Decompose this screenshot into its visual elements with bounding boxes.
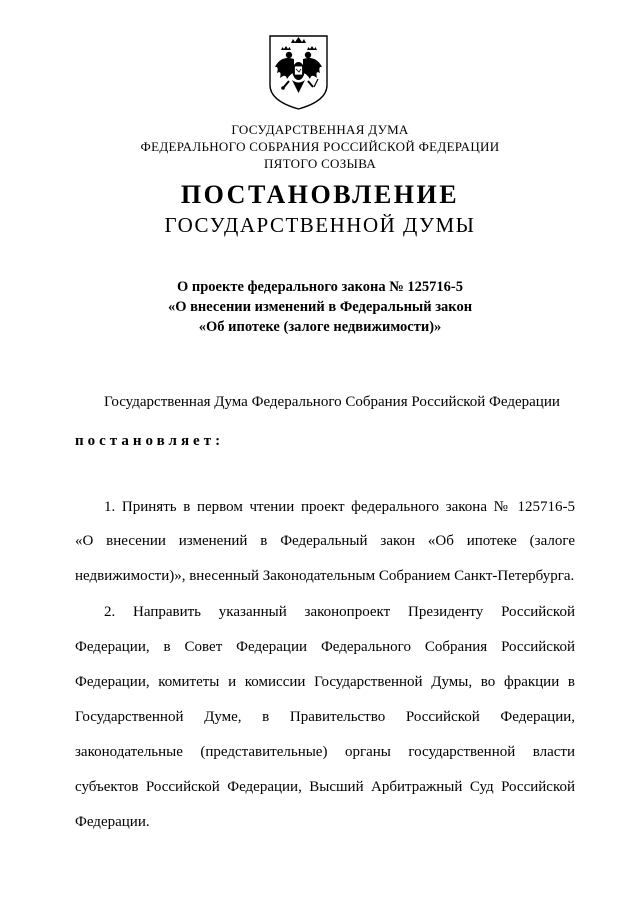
russian-coat-of-arms-icon bbox=[267, 33, 330, 111]
document-subtitle: ГОСУДАРСТВЕННОЙ ДУМЫ bbox=[164, 213, 476, 237]
paragraph-1-line-2: «О внесении изменений в Федеральный закон «Об ипотеке (залоге bbox=[75, 533, 575, 549]
paragraph-2-line-7: Федерации. bbox=[75, 814, 150, 830]
paragraph-2-line-1: 2. Направить указанный законопроект Президенту Российской bbox=[104, 604, 575, 620]
paragraph-2-line-3: Федерации, комитеты и комиссии Государственной Думы, во фракции в bbox=[75, 674, 575, 690]
header-line-convocation: ПЯТОГО СОЗЫВА bbox=[263, 156, 377, 171]
header-line-duma: ГОСУДАРСТВЕННАЯ ДУМА bbox=[231, 122, 409, 137]
header-line-assembly: ФЕДЕРАЛЬНОГО СОБРАНИЯ РОССИЙСКОЙ ФЕДЕРАЦИИ bbox=[140, 139, 500, 154]
paragraph-2-line-4: Государственной Думе, в Правительство Российской Федерации, bbox=[75, 709, 575, 725]
intro-text: Государственная Дума Федерального Собрания Российской Федерации bbox=[104, 394, 560, 410]
paragraph-2-line-2: Федерации, в Совет Федерации Федерального Собрания Российской bbox=[75, 639, 575, 655]
paragraph-1-line-3: недвижимости)», внесенный Законодательным Собранием Санкт-Петербурга. bbox=[75, 568, 575, 584]
paragraph-2-line-6: субъектов Российской Федерации, Высший Арбитражный Суд Российской bbox=[75, 779, 575, 795]
decree-word: постановляет: bbox=[75, 433, 225, 449]
paragraph-2-line-5: законодательные (представительные) органы государственной власти bbox=[75, 744, 575, 760]
subject-line-2: «О внесении изменений в Федеральный закон bbox=[167, 299, 473, 315]
paragraph-1-line-1: 1. Принять в первом чтении проект федерального закона № 125716-5 bbox=[104, 499, 575, 515]
subject-line-3: «Об ипотеке (залоге недвижимости)» bbox=[198, 319, 442, 335]
coat-of-arms-emblem bbox=[267, 33, 330, 111]
document-title: ПОСТАНОВЛЕНИЕ bbox=[180, 180, 460, 209]
subject-line-1: О проекте федерального закона № 125716-5 bbox=[176, 279, 464, 295]
